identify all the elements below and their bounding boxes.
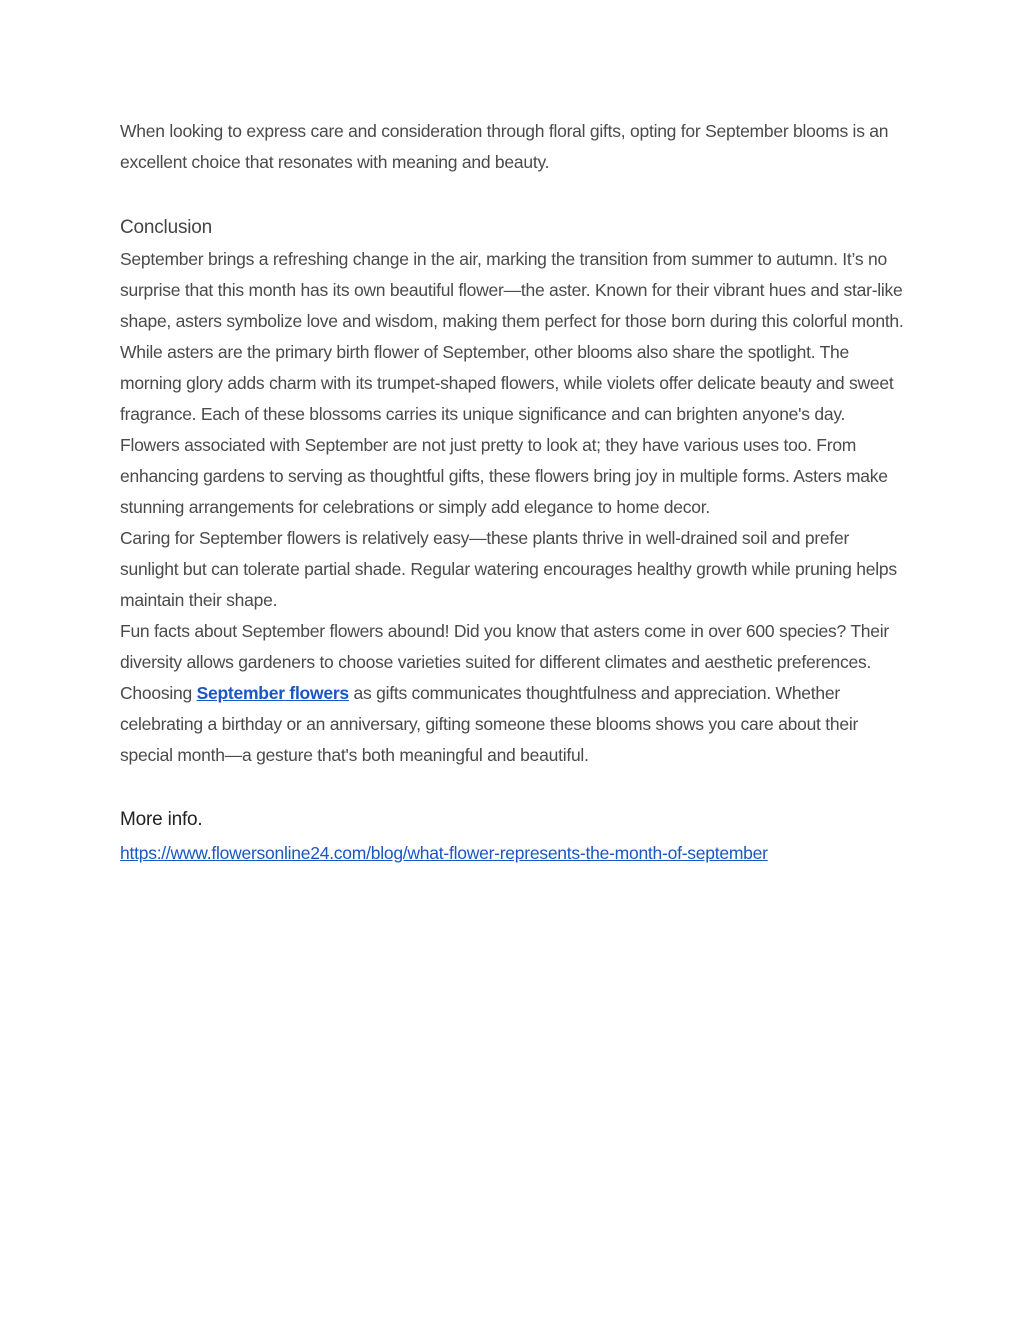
paragraph-other-blooms: While asters are the primary birth flower of September, other blooms also share the spotlight. The morning glory adds charm with its trumpet-shaped flowers, while violets offer delicate beauty and sweet fragrance. Each of these blossoms carries its unique significance and can brighten anyone's day. — [120, 342, 894, 424]
source-url-link[interactable]: https://www.flowersonline24.com/blog/what-flower-represents-the-month-of-september — [120, 843, 768, 863]
paragraph-uses: Flowers associated with September are not just pretty to look at; they have various uses too. From enhancing gardens to serving as thoughtful gifts, these flowers bring joy in multiple forms. Asters make stunning arrangements for celebrations or simply add elegance to home decor. — [120, 435, 888, 517]
conclusion-heading: Conclusion — [120, 217, 212, 238]
paragraph-gifts — [120, 678, 910, 771]
gifts-text-after: as gifts communicates thoughtfulness and appreciation. Whether celebrating a birthday or an anniversary, gifting someone these blooms shows you care about their special month—a gesture that's both meaningful and beautiful. — [120, 683, 859, 765]
paragraph-fun-facts: Fun facts about September flowers abound! Did you know that asters come in over 600 species? Their diversity allows gardeners to choose varieties suited for different climates and aesthetic preferences. — [120, 621, 889, 672]
intro-paragraph: When looking to express care and consideration through floral gifts, opting for September blooms is an excellent choice that resonates with meaning and beauty. — [120, 121, 889, 172]
paragraph-aster: September brings a refreshing change in the air, marking the transition from summer to autumn. It’s no surprise that this month has its own beautiful flower—the aster. Known for their vibrant hues and star-like shape, asters symbolize love and wisdom, making them perfect for those born during this colorful month. — [120, 249, 904, 331]
gifts-text-before: Choosing — [120, 683, 197, 703]
september-flowers-link[interactable]: September flowers — [196, 683, 349, 703]
more-info-heading: More info. — [120, 809, 203, 830]
paragraph-care: Caring for September flowers is relatively easy—these plants thrive in well-drained soil and prefer sunlight but can tolerate partial shade. Regular watering encourages healthy growth while pruning helps maintain their shape. — [120, 528, 897, 610]
document-page — [120, 116, 910, 870]
